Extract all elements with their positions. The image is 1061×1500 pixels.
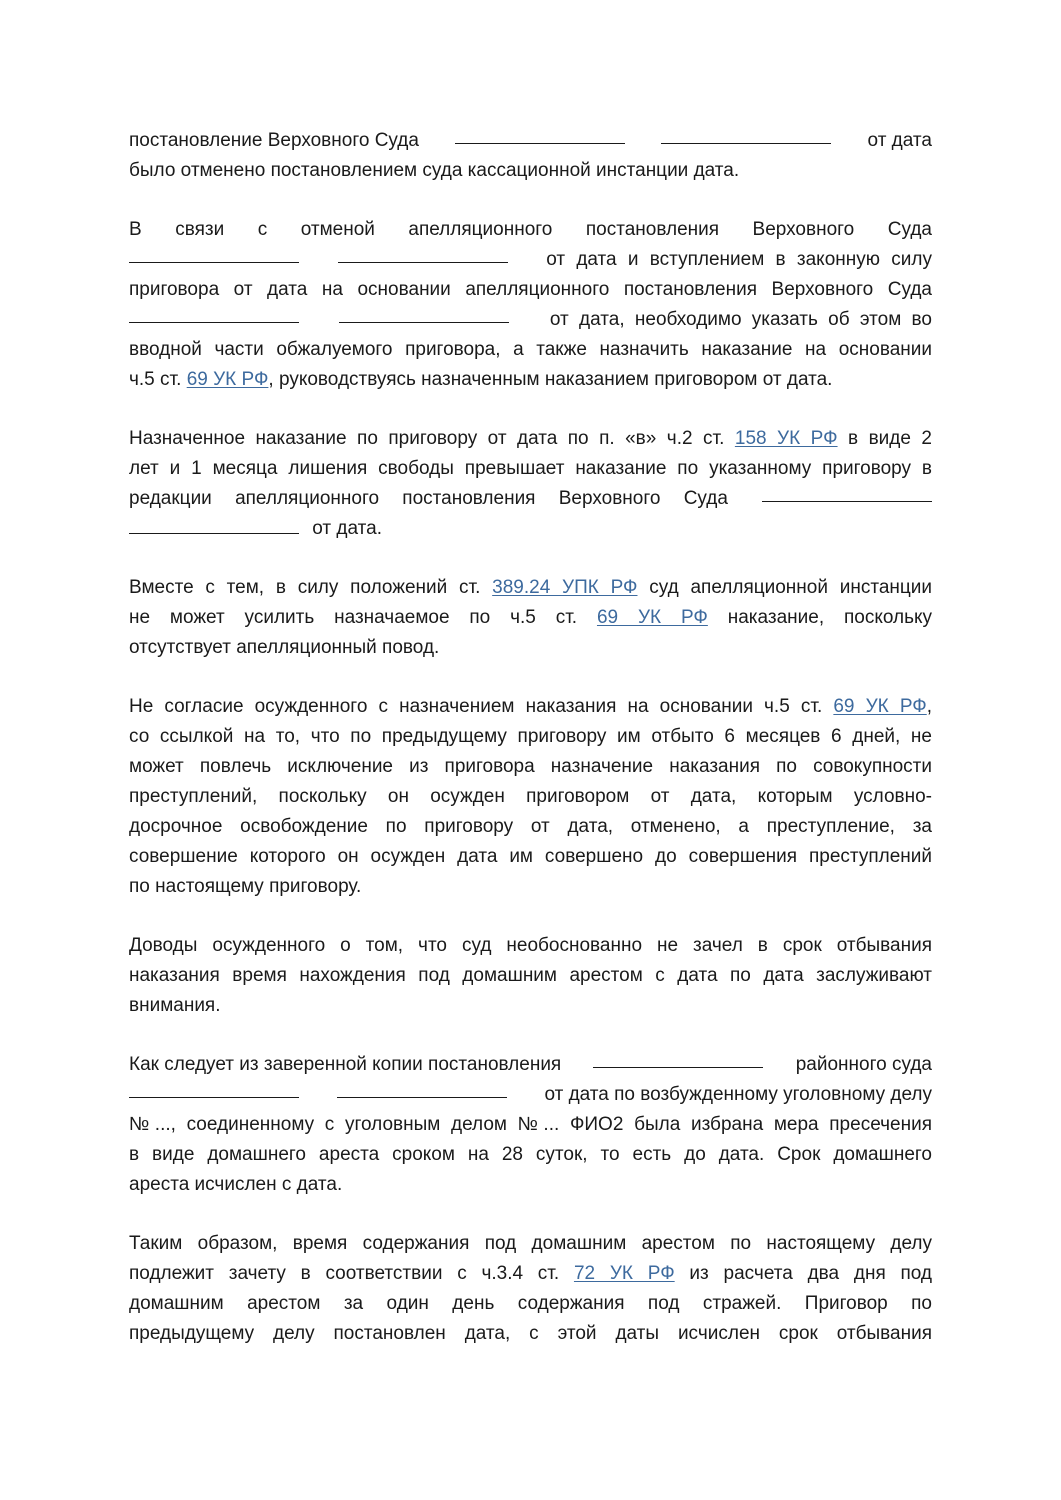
blank-field <box>338 245 508 263</box>
text: Назначенное наказание по приговору от дата по п. «в» ч.2 ст. <box>129 428 725 449</box>
text: досрочное освобождение по приговору от дата, отменено, а преступление, за <box>129 816 932 837</box>
text: отсутствует апелляционный повод. <box>129 637 440 658</box>
text: со ссылкой на то, что по предыдущему приговору им отбыто 6 месяцев 6 дней, не <box>129 726 932 747</box>
blank-field <box>455 126 625 144</box>
text: из расчета два дня под <box>689 1263 933 1284</box>
blank-field <box>129 305 299 323</box>
paragraph-8 <box>129 1229 932 1349</box>
text: подлежит зачету в соответствии с ч.3.4 ст. <box>129 1263 560 1284</box>
law-link-72-uk[interactable]: 72 УК РФ <box>573 1263 675 1284</box>
blank-field <box>129 516 299 534</box>
paragraph-2 <box>129 215 932 395</box>
text: ареста исчислен с дата. <box>129 1174 343 1195</box>
text: Вместе с тем, в силу положений ст. <box>129 577 481 598</box>
text: в виде 2 <box>848 428 932 449</box>
blank-field <box>593 1050 763 1068</box>
text: , <box>926 696 933 717</box>
paragraph-5 <box>129 692 932 902</box>
blank-field <box>661 126 831 144</box>
blank-field <box>339 305 509 323</box>
text: от дата по возбужденному уголовному делу <box>544 1084 932 1105</box>
text: было отменено постановлением суда кассационной инстанции дата. <box>129 160 740 181</box>
text: №..., соединенному с уголовным делом №... ФИО2 была избрана мера пресечения <box>129 1114 932 1135</box>
law-link-69-uk[interactable]: 69 УК РФ <box>596 607 708 628</box>
document-page <box>129 126 932 1378</box>
law-link-158-uk[interactable]: 158 УК РФ <box>734 428 838 449</box>
paragraph-4 <box>129 573 932 663</box>
text: Как следует из заверенной копии постановления <box>129 1054 562 1075</box>
text: ч.5 ст. <box>129 369 182 390</box>
blank-field <box>129 1080 299 1098</box>
text: Доводы осужденного о том, что суд необоснованно не зачел в срок отбывания <box>129 935 932 956</box>
law-link-69-uk[interactable]: 69 УК РФ <box>186 369 269 390</box>
paragraph-6 <box>129 931 932 1021</box>
text: редакции апелляционного постановления Верховного Суда <box>129 488 728 509</box>
law-link-69-uk[interactable]: 69 УК РФ <box>833 696 927 717</box>
text: от дата <box>867 130 932 151</box>
paragraph-3 <box>129 424 932 544</box>
text: домашним арестом за один день содержания под стражей. Приговор по <box>129 1293 932 1314</box>
blank-field <box>129 245 299 263</box>
text: приговора от дата на основании апелляционного постановления Верховного Суда <box>129 279 932 300</box>
text: вводной части обжалуемого приговора, а также назначить наказание на основании <box>129 339 932 360</box>
text: в виде домашнего ареста сроком на 28 суток, то есть до дата. Срок домашнего <box>129 1144 932 1165</box>
text: районного суда <box>795 1054 932 1075</box>
paragraph-1 <box>129 126 932 186</box>
text: внимания. <box>129 995 221 1016</box>
text: наказания время нахождения под домашним арестом с дата по дата заслуживают <box>129 965 932 986</box>
blank-field <box>337 1080 507 1098</box>
text: суд апелляционной инстанции <box>649 577 932 598</box>
text: совершение которого он осужден дата им совершено до совершения преступлений <box>129 846 932 867</box>
law-link-389-24-upk[interactable]: 389.24 УПК РФ <box>492 577 638 598</box>
text: по настоящему приговору. <box>129 876 362 897</box>
text: постановление Верховного Суда <box>129 130 419 151</box>
text: не может усилить назначаемое по ч.5 ст. <box>129 607 578 628</box>
text: Не согласие осужденного с назначением наказания на основании ч.5 ст. <box>129 696 823 717</box>
blank-field <box>762 484 932 502</box>
text: от дата. <box>312 518 382 539</box>
text: лет и 1 месяца лишения свободы превышает наказание по указанному приговору в <box>129 458 932 479</box>
text: предыдущему делу постановлен дата, с этой даты исчислен срок отбывания <box>129 1323 932 1344</box>
text: преступлений, поскольку он осужден приговором от дата, которым условно- <box>129 786 932 807</box>
text: может повлечь исключение из приговора назначение наказания по совокупности <box>129 756 932 777</box>
paragraph-7 <box>129 1050 932 1200</box>
text: наказание, поскольку <box>727 607 933 628</box>
text: от дата, необходимо указать об этом во <box>549 309 932 330</box>
text: , руководствуясь назначенным наказанием приговором от дата. <box>268 369 833 390</box>
text: от дата и вступлением в законную силу <box>546 249 932 270</box>
text: Таким образом, время содержания под домашним арестом по настоящему делу <box>129 1233 932 1254</box>
text: В связи с отменой апелляционного постановления Верховного Суда <box>129 219 932 240</box>
